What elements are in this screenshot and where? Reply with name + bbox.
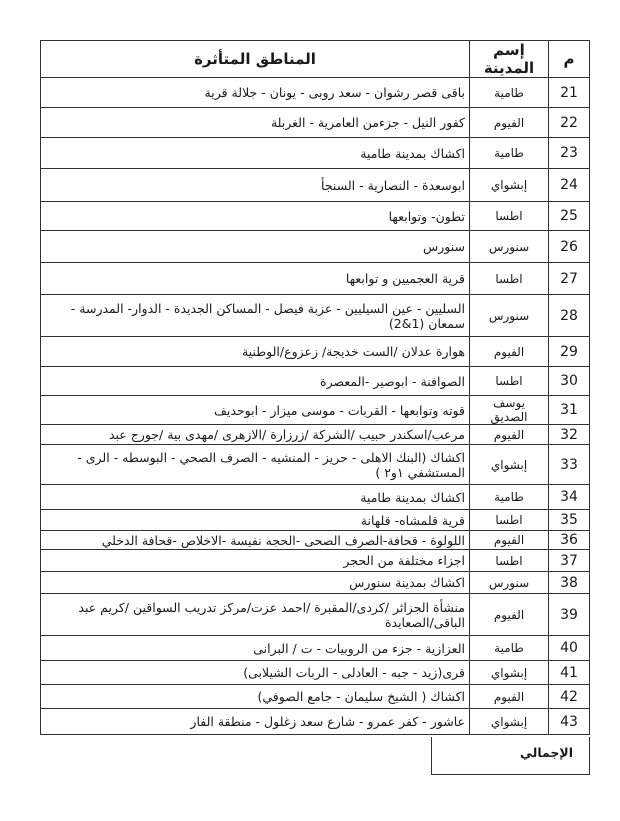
row-areas: تطون- وتوابعها: [41, 202, 470, 231]
row-city: اطسا: [470, 550, 549, 572]
row-city: الفيوم: [470, 685, 549, 709]
row-num: 22: [549, 108, 590, 138]
row-num: 26: [549, 231, 590, 263]
row-city: اطسا: [470, 367, 549, 396]
table-row: [41, 510, 590, 531]
row-city: سنورس: [470, 295, 549, 337]
row-city: الفيوم: [470, 337, 549, 367]
row-areas: ابوسعدة - النصارية - السنجأ: [41, 169, 470, 202]
row-areas: سنورس: [41, 231, 470, 263]
row-num: 27: [549, 263, 590, 295]
row-areas: اللولوة - قحافة-الصرف الصحى -الحجه نفيسة -الاخلاص -قحافة الدخلي: [41, 531, 470, 550]
row-city: يوسف الصديق: [470, 396, 549, 425]
row-city: سنورس: [470, 572, 549, 594]
row-areas: قرية قلمشاه- قلهانة: [41, 510, 470, 531]
table-row: [41, 231, 590, 263]
row-city: طامية: [470, 138, 549, 169]
table-row: [41, 594, 590, 636]
table-row: [41, 263, 590, 295]
total-label: الإجمالي: [432, 737, 590, 775]
row-num: 28: [549, 295, 590, 337]
row-city: طامية: [470, 636, 549, 661]
header-city: إسم المدينة: [470, 41, 549, 78]
table-header-row: [41, 41, 590, 78]
row-areas: قوته وتوابعها - القربات - موسى ميزار - ابوحديف: [41, 396, 470, 425]
table-row: [41, 295, 590, 337]
row-areas: عاشور - كفر عمرو - شارع سعد زغلول - منطقة الفار: [41, 709, 470, 735]
table-row: [41, 485, 590, 510]
table-row: [41, 445, 590, 485]
total-table: [431, 737, 590, 775]
header-num: م: [549, 41, 590, 78]
row-num: 41: [549, 661, 590, 685]
table-row: [41, 425, 590, 445]
row-city: الفيوم: [470, 594, 549, 636]
row-num: 23: [549, 138, 590, 169]
row-num: 38: [549, 572, 590, 594]
row-areas: الصوافنة - ابوصير -المعصرة: [41, 367, 470, 396]
row-areas: اكشاك بمدينة طامية: [41, 138, 470, 169]
row-city: طامية: [470, 485, 549, 510]
row-city: طامية: [470, 78, 549, 108]
row-areas: اكشاك ( الشيخ سليمان - جامع الصوفي): [41, 685, 470, 709]
row-city: الفيوم: [470, 425, 549, 445]
table-row: [41, 169, 590, 202]
row-areas: اكشاك (البنك الاهلى - حريز - المنشيه - الصرف الصحي - البوسطه - الرى - المستشفي ١و٢ ): [41, 445, 470, 485]
row-num: 30: [549, 367, 590, 396]
row-areas: قرية العجميين و توابعها: [41, 263, 470, 295]
row-city: إبشواي: [470, 445, 549, 485]
affected-areas-table: [40, 40, 590, 735]
row-num: 32: [549, 425, 590, 445]
row-city: اطسا: [470, 263, 549, 295]
row-city: اطسا: [470, 202, 549, 231]
row-city: إبشواي: [470, 169, 549, 202]
table-row: [41, 572, 590, 594]
row-areas: باقى قصر رشوان - سعد روبى - يونان - جلالة قرية: [41, 78, 470, 108]
table-row: [41, 108, 590, 138]
row-num: 29: [549, 337, 590, 367]
row-areas: السليين - عين السيليين - عزبة فيصل - المساكن الجديدة - الدوار- المدرسة - سمعان (1&2): [41, 295, 470, 337]
row-areas: قرى(زيد - جبه - العادلى - الربات الشيلابى): [41, 661, 470, 685]
table-row: [41, 636, 590, 661]
row-areas: منشأة الجزائر /كردى/المقبرة /احمد عزت/مركز تدريب السواقين /كريم عبد الباقى/الصعايدة: [41, 594, 470, 636]
table-row: [41, 202, 590, 231]
row-num: 33: [549, 445, 590, 485]
row-city: إبشواي: [470, 709, 549, 735]
row-city: الفيوم: [470, 108, 549, 138]
row-num: 24: [549, 169, 590, 202]
row-areas: اكشاك بمدينة طامية: [41, 485, 470, 510]
table-row: [41, 367, 590, 396]
row-areas: كفور النيل - جزءمن العامرية - الغربلة: [41, 108, 470, 138]
row-num: 35: [549, 510, 590, 531]
row-areas: هوارة عدلان /الست خديجة/ زعزوع/الوطنية: [41, 337, 470, 367]
row-areas: اجزاء مختلفة من الحجر: [41, 550, 470, 572]
header-areas: المناطق المتأثرة: [41, 41, 470, 78]
table-row: [41, 396, 590, 425]
row-num: 40: [549, 636, 590, 661]
row-areas: مرعب/اسكندر حبيب /الشركة /زرزارة /الازهرى /مهدى بية /جورج عبد: [41, 425, 470, 445]
row-city: سنورس: [470, 231, 549, 263]
table-row: [41, 531, 590, 550]
row-num: 39: [549, 594, 590, 636]
table-row: [41, 661, 590, 685]
row-city: إبشواي: [470, 661, 549, 685]
row-num: 21: [549, 78, 590, 108]
row-num: 42: [549, 685, 590, 709]
row-num: 31: [549, 396, 590, 425]
row-city: الفيوم: [470, 531, 549, 550]
table-row: [41, 138, 590, 169]
row-num: 36: [549, 531, 590, 550]
row-num: 37: [549, 550, 590, 572]
table-row: [41, 685, 590, 709]
table-row: [41, 337, 590, 367]
row-num: 25: [549, 202, 590, 231]
row-num: 43: [549, 709, 590, 735]
row-areas: اكشاك بمدينة سنورس: [41, 572, 470, 594]
row-city: اطسا: [470, 510, 549, 531]
table-row: [41, 709, 590, 735]
table-row: [41, 78, 590, 108]
table-row: [41, 550, 590, 572]
row-areas: العزازية - جزء من الروبيات - ت / البرانى: [41, 636, 470, 661]
row-num: 34: [549, 485, 590, 510]
